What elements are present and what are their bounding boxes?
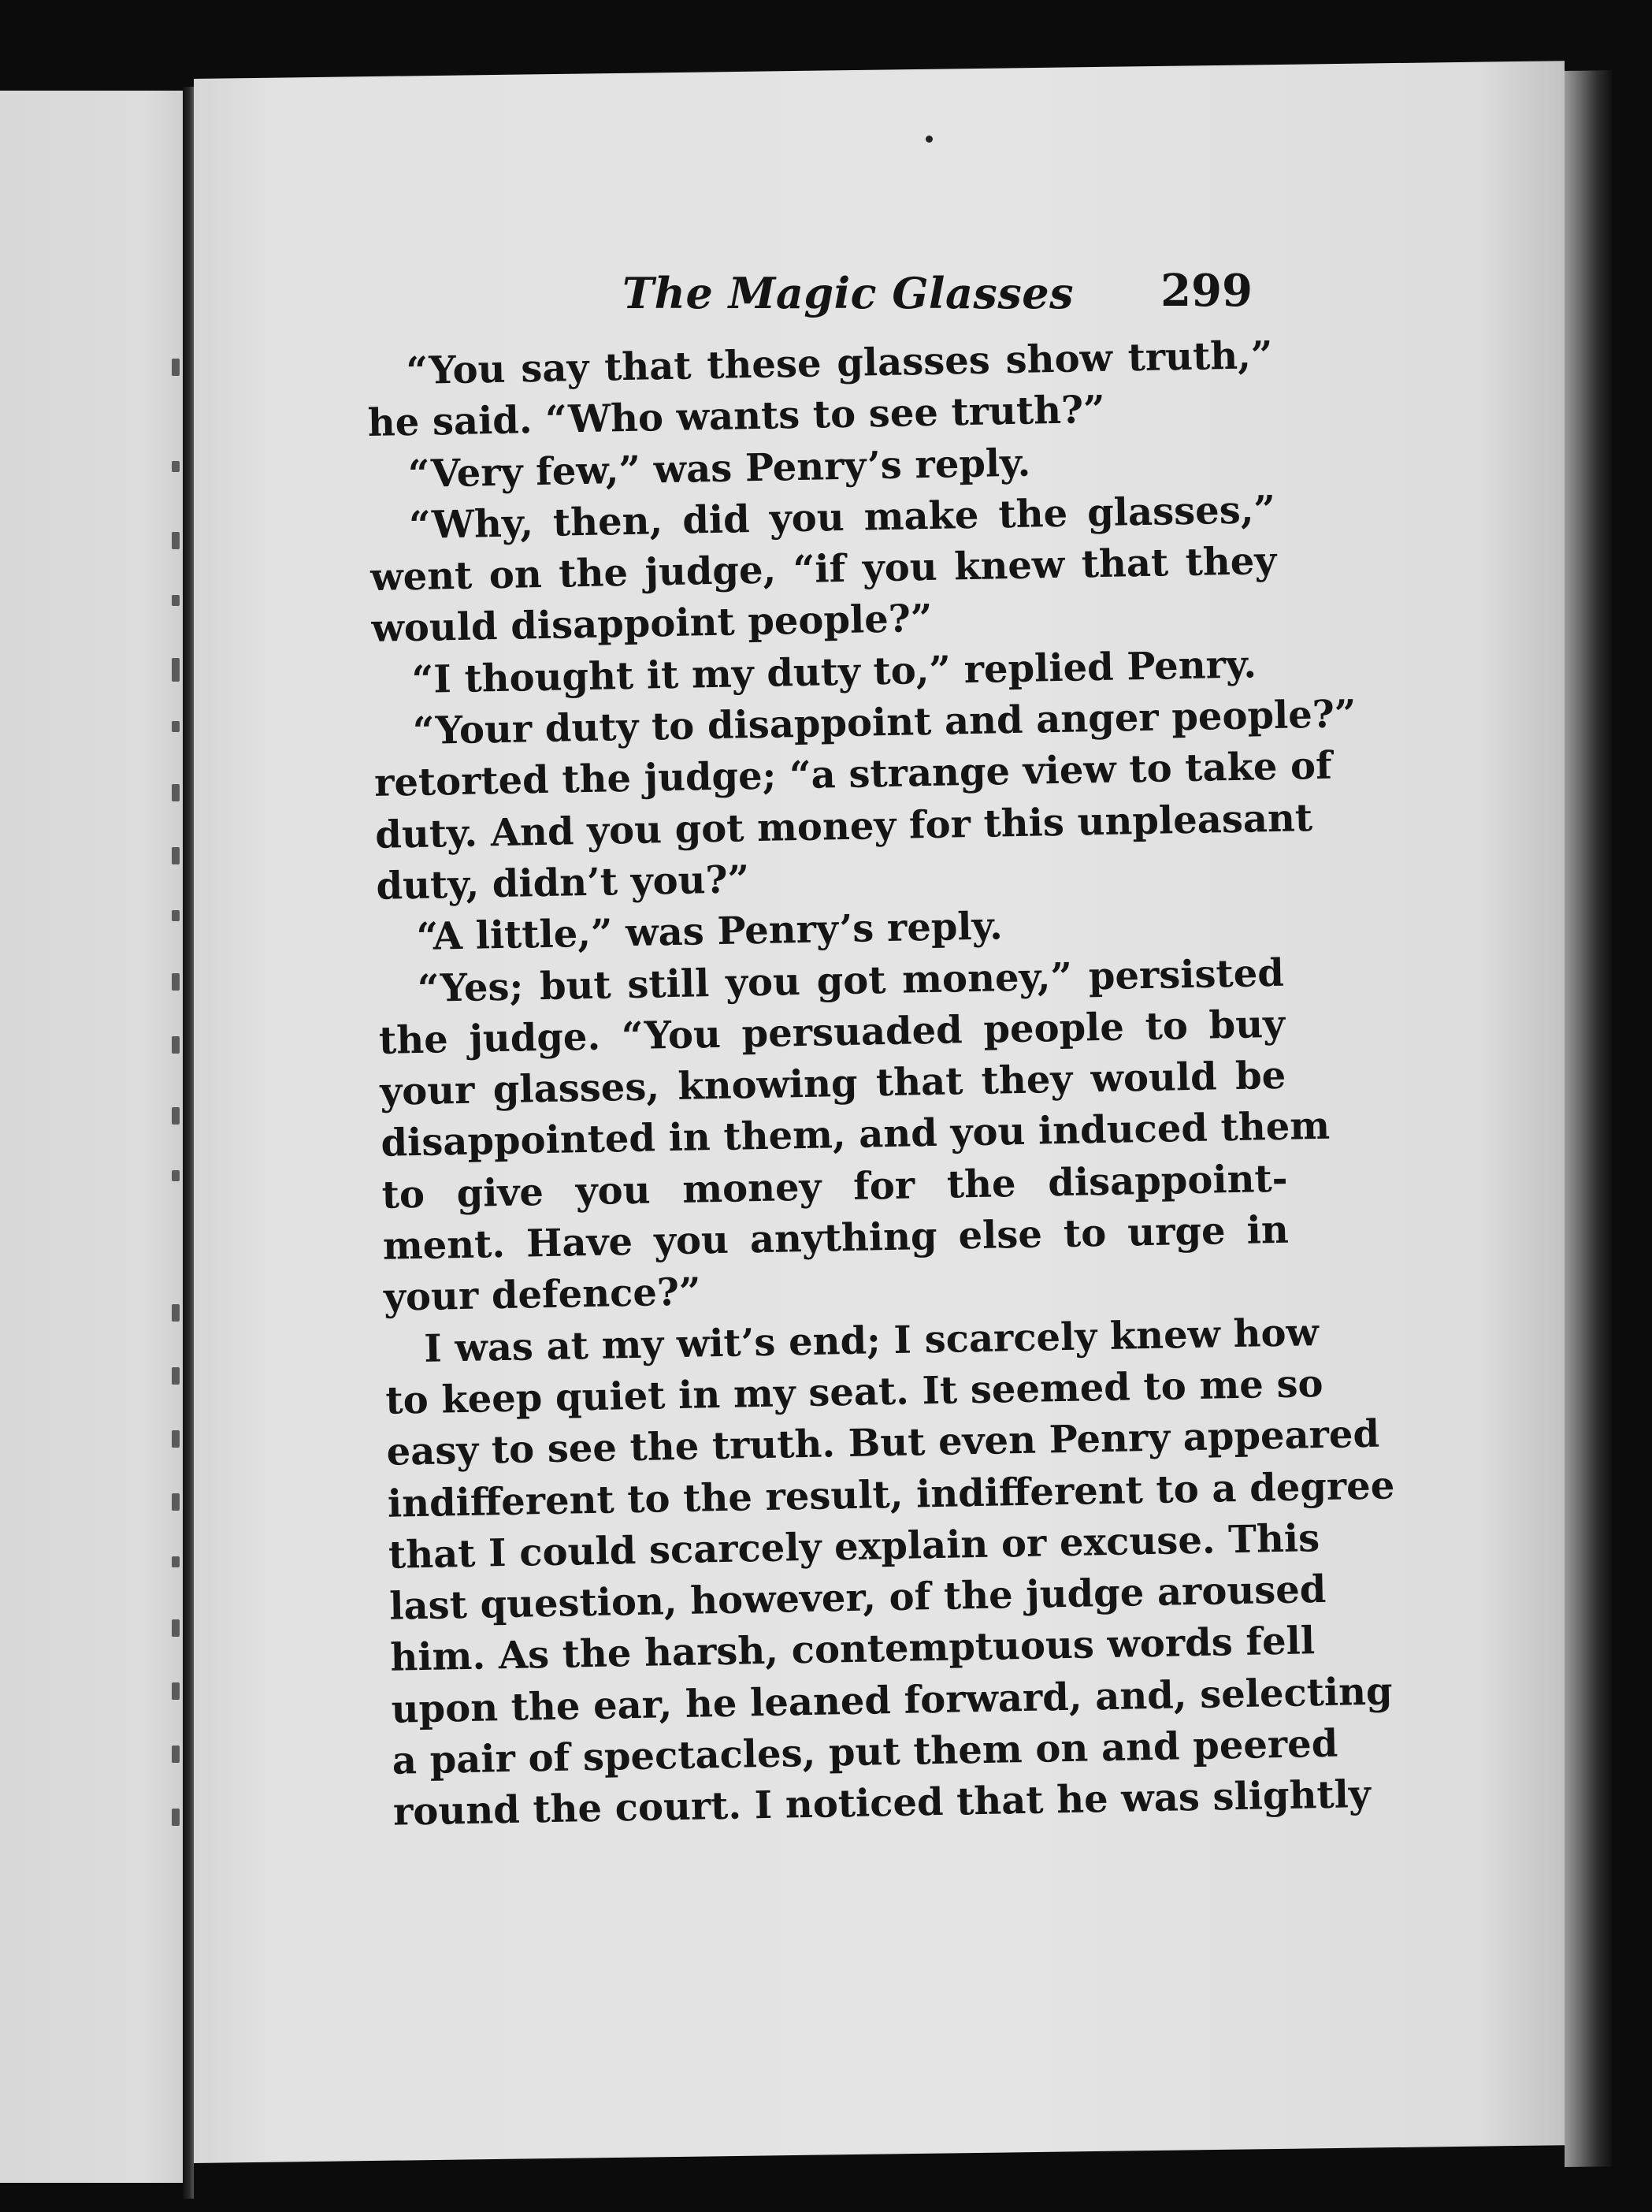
text-line: that I could scarcely explain or excuse. This	[388, 1515, 1320, 1578]
text-line: “Yes; but still you got money,” persisted	[417, 950, 1285, 1011]
text-line: easy to see the truth. But even Penry appeared	[386, 1411, 1380, 1474]
running-head	[622, 265, 1253, 331]
text-line: “Your duty to disappoint and anger people?”	[412, 692, 1357, 754]
facing-page-text-fragments	[167, 91, 183, 2183]
text-line: disappointed in them, and you induced them	[381, 1104, 1331, 1166]
body-text	[366, 330, 1395, 1838]
text-line: retorted the judge; “a strange view to take of	[373, 744, 1333, 806]
text-line: ment. Have you anything else to urge in	[382, 1207, 1290, 1269]
running-title: The Magic Glasses	[622, 268, 1074, 318]
page-number: 299	[1160, 265, 1253, 317]
book-gutter	[183, 87, 194, 2199]
text-line: him. As the harsh, contemptuous words fell	[389, 1619, 1316, 1681]
text-line: the judge. “You persuaded people to buy	[378, 1002, 1286, 1063]
text-line: “You say that these glasses show truth,”	[406, 333, 1273, 394]
text-line: your glasses, knowing that they would be	[379, 1053, 1286, 1114]
text-line: “Why, then, did you make the glasses,”	[408, 487, 1276, 548]
text-line: indifferent to the result, indifferent to a degree	[387, 1463, 1395, 1526]
text-line: round the court. I noticed that he was slightly	[392, 1772, 1372, 1835]
text-line: I was at my wit’s end; I scarcely knew how	[423, 1310, 1320, 1371]
text-line: went on the judge, “if you knew that they	[369, 539, 1277, 600]
text-line: “I thought it my duty to,” replied Penry.	[411, 642, 1257, 702]
text-line: last question, however, of the judge aroused	[388, 1567, 1327, 1629]
text-line: duty, didn’t you?”	[376, 857, 750, 909]
text-line: “Very few,” was Penry’s reply.	[407, 441, 1031, 496]
text-line: he said. “Who wants to see truth?”	[367, 388, 1106, 446]
text-line: a pair of spectacles, put them on and peered	[392, 1721, 1338, 1783]
text-line: to keep quiet in my seat. It seemed to me so	[385, 1361, 1323, 1423]
ink-speck	[926, 136, 933, 143]
text-line: duty. And you got money for this unpleasant	[374, 795, 1313, 857]
facing-page-edge	[0, 91, 183, 2183]
text-line: upon the ear, he leaned forward, and, selecting	[391, 1669, 1394, 1732]
text-line: to give you money for the disappoint-	[381, 1156, 1289, 1218]
text-line: your defence?”	[383, 1270, 702, 1321]
text-line: “A little,” was Penry’s reply.	[416, 904, 1004, 960]
text-line: would disappoint people?”	[371, 597, 933, 652]
page-fore-edge	[1565, 70, 1612, 2167]
